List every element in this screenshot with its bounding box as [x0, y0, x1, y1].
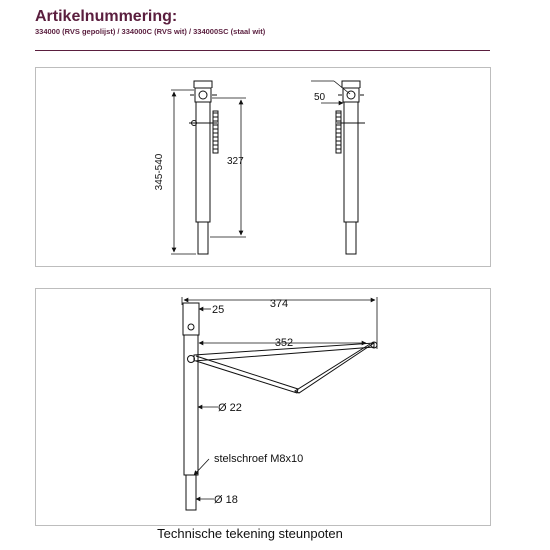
clamp-head — [195, 88, 211, 102]
dia-lower-label: Ø 18 — [214, 494, 238, 506]
lower-tube-side — [346, 222, 356, 254]
lower-tube — [198, 222, 208, 254]
dim-head-label: 25 — [212, 304, 225, 316]
article-numbers: 334000 (RVS gepolijst) / 334000C (RVS wit) / 334000SC (staal wit) — [35, 27, 266, 36]
upper-tube — [196, 102, 210, 222]
front-view — [171, 81, 246, 254]
side-view — [311, 81, 365, 254]
top-clamp-side — [342, 81, 360, 88]
dim-total-label: 345-540 — [154, 153, 165, 191]
dim-overall-label: 374 — [269, 298, 289, 310]
leg-lower-tube — [186, 475, 196, 510]
screw-label: stelschroef M8x10 — [214, 453, 304, 465]
header-divider — [35, 50, 490, 51]
dim-brace-label: 352 — [274, 337, 294, 349]
leg-detail-svg — [36, 289, 490, 525]
brace-lower — [196, 356, 298, 393]
elevation-views-svg — [36, 68, 490, 266]
pivot-bolt — [199, 91, 207, 99]
bottom-drawing-panel — [35, 288, 491, 526]
top-clamp — [194, 81, 212, 88]
dim-top-offset-label: 50 — [314, 92, 326, 103]
page-title: Artikelnummering: — [35, 8, 178, 25]
dim-tube-label: 327 — [227, 156, 244, 167]
top-drawing-panel — [35, 67, 491, 267]
dia-upper-label: Ø 22 — [218, 402, 242, 414]
upper-tube-side — [344, 102, 358, 222]
leg-drawing — [182, 297, 377, 510]
brace-pivot — [188, 356, 195, 363]
figure-caption: Technische tekening steunpoten — [157, 526, 343, 541]
